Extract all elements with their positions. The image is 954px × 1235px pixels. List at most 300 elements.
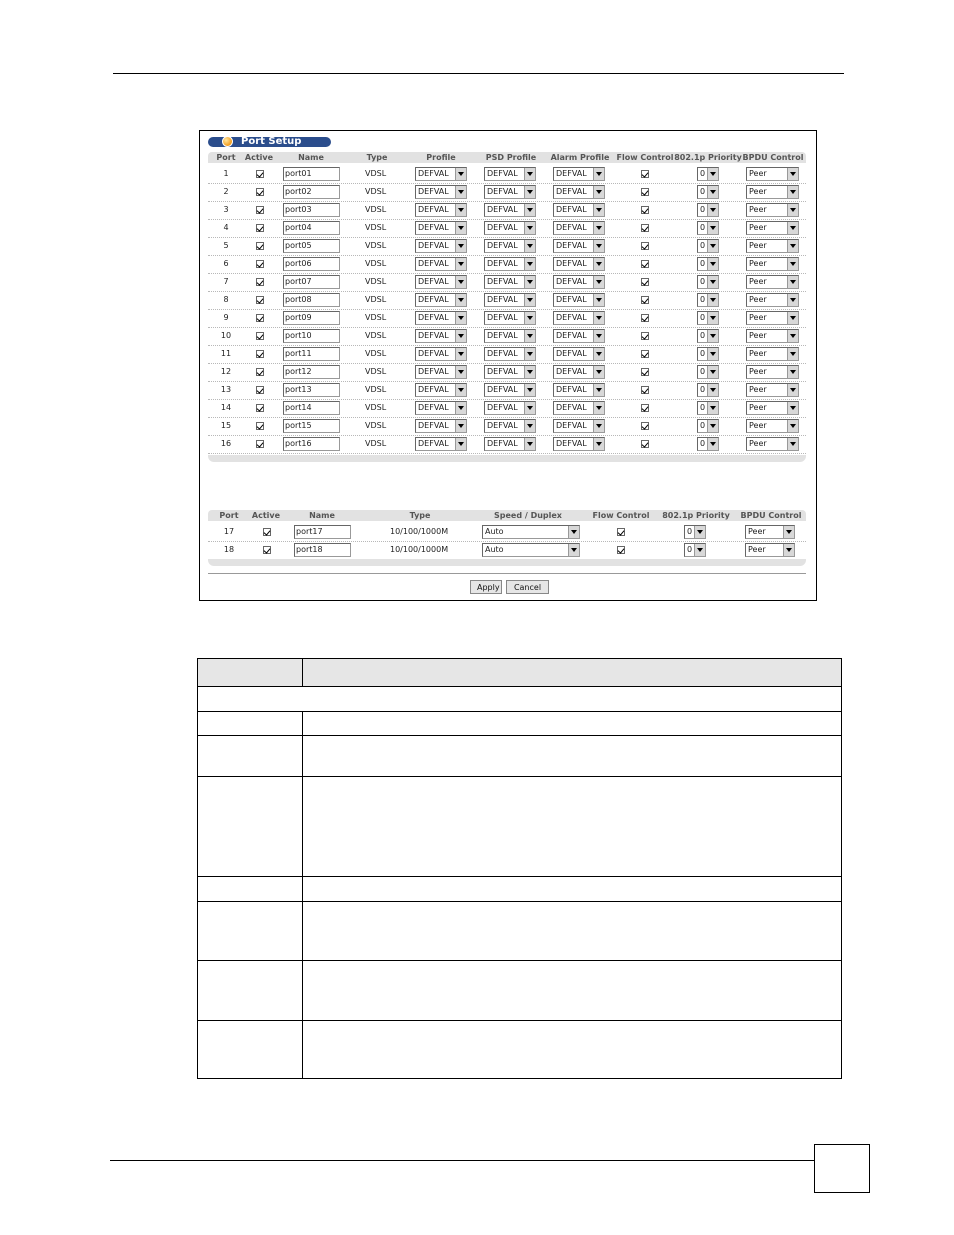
port-type: VDSL (365, 223, 387, 232)
dropdown-arrow-icon (524, 366, 535, 378)
priority-select[interactable] (697, 185, 719, 199)
alarm-profile-select-value: DEFVAL (556, 367, 587, 376)
bpdu-control-select[interactable] (746, 383, 799, 397)
dropdown-arrow-icon (524, 384, 535, 396)
profile-select[interactable] (415, 203, 467, 217)
priority-select-value: 0 (700, 367, 706, 376)
column-header-priority: 802.1p Priority (674, 153, 742, 162)
speed-duplex-select[interactable] (482, 543, 580, 557)
active-checkbox[interactable] (256, 440, 264, 448)
psd-profile-select-value: DEFVAL (487, 277, 518, 286)
port-type: VDSL (365, 241, 387, 250)
dropdown-arrow-icon (787, 330, 798, 342)
alarm-profile-select[interactable] (553, 401, 605, 415)
dropdown-arrow-icon (707, 366, 718, 378)
alarm-profile-select-value: DEFVAL (556, 187, 587, 196)
flow-control-checkbox[interactable] (641, 278, 649, 286)
speed-duplex-select-value: Auto (485, 545, 504, 554)
port-name-input[interactable]: port04 (283, 221, 340, 235)
psd-profile-select[interactable] (484, 221, 536, 235)
profile-select-value: DEFVAL (418, 205, 449, 214)
profile-select[interactable] (415, 239, 467, 253)
dropdown-arrow-icon (455, 312, 466, 324)
bpdu-control-select-value: Peer (749, 295, 767, 304)
flow-control-checkbox[interactable] (641, 314, 649, 322)
port-name-input[interactable]: port17 (294, 525, 351, 539)
priority-select[interactable] (697, 401, 719, 415)
bpdu-control-select[interactable] (746, 365, 799, 379)
alarm-profile-select[interactable] (553, 383, 605, 397)
priority-select-value: 0 (700, 169, 706, 178)
bpdu-control-select[interactable] (746, 419, 799, 433)
dropdown-arrow-icon (455, 276, 466, 288)
profile-select[interactable] (415, 329, 467, 343)
bpdu-control-select[interactable] (746, 257, 799, 271)
table-row-divider (198, 776, 841, 777)
psd-profile-select[interactable] (484, 293, 536, 307)
dropdown-arrow-icon (455, 384, 466, 396)
flow-control-checkbox[interactable] (641, 296, 649, 304)
bpdu-control-select-value: Peer (749, 205, 767, 214)
port-type: 10/100/1000M (390, 527, 449, 536)
profile-select-value: DEFVAL (418, 439, 449, 448)
bpdu-control-select-value: Peer (749, 421, 767, 430)
psd-profile-select-value: DEFVAL (487, 439, 518, 448)
dropdown-arrow-icon (524, 438, 535, 450)
alarm-profile-select[interactable] (553, 347, 605, 361)
bpdu-control-select[interactable] (746, 401, 799, 415)
flow-control-checkbox[interactable] (641, 242, 649, 250)
psd-profile-select[interactable] (484, 365, 536, 379)
alarm-profile-select[interactable] (553, 185, 605, 199)
port-type: 10/100/1000M (390, 545, 449, 554)
active-checkbox[interactable] (256, 170, 264, 178)
priority-select[interactable] (697, 239, 719, 253)
dropdown-arrow-icon (707, 204, 718, 216)
column-divider (302, 711, 303, 1078)
dropdown-arrow-icon (524, 348, 535, 360)
flow-control-checkbox[interactable] (641, 332, 649, 340)
port-name-input[interactable]: port09 (283, 311, 340, 325)
row-divider (208, 237, 806, 238)
header-divider (302, 659, 303, 686)
flow-control-checkbox[interactable] (641, 404, 649, 412)
port-number: 7 (223, 277, 229, 286)
psd-profile-select-value: DEFVAL (487, 313, 518, 322)
row-divider (208, 453, 806, 454)
flow-control-checkbox[interactable] (617, 528, 625, 536)
flow-control-checkbox[interactable] (641, 170, 649, 178)
bpdu-control-select-value: Peer (749, 349, 767, 358)
priority-select-value: 0 (687, 545, 693, 554)
alarm-profile-select-value: DEFVAL (556, 241, 587, 250)
port-number: 10 (220, 331, 232, 340)
port-name-input[interactable]: port06 (283, 257, 340, 271)
active-checkbox[interactable] (256, 350, 264, 358)
port-type: VDSL (365, 277, 387, 286)
bpdu-control-select-value: Peer (749, 223, 767, 232)
port-name-input[interactable]: port16 (283, 437, 340, 451)
priority-select[interactable] (697, 257, 719, 271)
port-number: 17 (223, 527, 235, 536)
priority-select[interactable] (697, 221, 719, 235)
psd-profile-select-value: DEFVAL (487, 367, 518, 376)
flow-control-checkbox[interactable] (641, 440, 649, 448)
bpdu-control-select-value: Peer (748, 545, 766, 554)
port-number: 8 (223, 295, 229, 304)
field-description-table (197, 658, 842, 1079)
active-checkbox[interactable] (263, 546, 271, 554)
row-divider (208, 255, 806, 256)
dropdown-arrow-icon (707, 438, 718, 450)
priority-select-value: 0 (700, 439, 706, 448)
row-divider (208, 345, 806, 346)
flow-control-checkbox[interactable] (641, 224, 649, 232)
dropdown-arrow-icon (707, 348, 718, 360)
psd-profile-select-value: DEFVAL (487, 331, 518, 340)
port-name-input[interactable]: port01 (283, 167, 340, 181)
page-header-rule (113, 73, 844, 74)
profile-select[interactable] (415, 365, 467, 379)
alarm-profile-select-value: DEFVAL (556, 385, 587, 394)
active-checkbox[interactable] (256, 224, 264, 232)
bpdu-control-select-value: Peer (749, 331, 767, 340)
priority-select-value: 0 (700, 313, 706, 322)
port-type: VDSL (365, 169, 387, 178)
psd-profile-select[interactable] (484, 167, 536, 181)
dropdown-arrow-icon (524, 186, 535, 198)
row-divider (208, 201, 806, 202)
profile-select[interactable] (415, 167, 467, 181)
priority-select[interactable] (697, 167, 719, 181)
table-row-divider (198, 1020, 841, 1021)
alarm-profile-select-value: DEFVAL (556, 205, 587, 214)
column-header-name: Name (309, 511, 335, 520)
port-name-input[interactable]: port03 (283, 203, 340, 217)
port-number: 5 (223, 241, 229, 250)
port-name-input[interactable]: port15 (283, 419, 340, 433)
port-number: 14 (220, 403, 232, 412)
port-name-input[interactable]: port02 (283, 185, 340, 199)
column-header-bpdu-control: BPDU Control (742, 153, 804, 162)
orange-bullet-icon (222, 136, 233, 147)
active-checkbox[interactable] (256, 278, 264, 286)
port-setup-screen (199, 130, 817, 601)
dropdown-arrow-icon (787, 240, 798, 252)
alarm-profile-select-value: DEFVAL (556, 439, 587, 448)
priority-select-value: 0 (700, 349, 706, 358)
psd-profile-select[interactable] (484, 275, 536, 289)
profile-select-value: DEFVAL (418, 259, 449, 268)
alarm-profile-select-value: DEFVAL (556, 259, 587, 268)
row-divider (208, 381, 806, 382)
column-header-flow-control: Flow Control (616, 153, 674, 162)
table-row-divider (198, 901, 841, 902)
dropdown-arrow-icon (707, 276, 718, 288)
button-separator (208, 573, 806, 574)
active-checkbox[interactable] (263, 528, 271, 536)
dropdown-arrow-icon (524, 312, 535, 324)
speed-duplex-select[interactable] (482, 525, 580, 539)
dropdown-arrow-icon (568, 526, 579, 538)
bpdu-control-select[interactable] (746, 437, 799, 451)
dropdown-arrow-icon (787, 186, 798, 198)
dropdown-arrow-icon (787, 384, 798, 396)
profile-select-value: DEFVAL (418, 223, 449, 232)
bpdu-control-select[interactable] (746, 347, 799, 361)
column-header-flow-control: Flow Control (592, 511, 650, 520)
psd-profile-select[interactable] (484, 257, 536, 271)
priority-select-value: 0 (700, 223, 706, 232)
priority-select[interactable] (684, 543, 706, 557)
flow-control-checkbox[interactable] (641, 260, 649, 268)
priority-select[interactable] (684, 525, 706, 539)
profile-select[interactable] (415, 185, 467, 199)
bpdu-control-select-value: Peer (749, 313, 767, 322)
psd-profile-select-value: DEFVAL (487, 385, 518, 394)
active-checkbox[interactable] (256, 422, 264, 430)
dropdown-arrow-icon (787, 294, 798, 306)
alarm-profile-select[interactable] (553, 275, 605, 289)
alarm-profile-select-value: DEFVAL (556, 223, 587, 232)
active-checkbox[interactable] (256, 314, 264, 322)
priority-select[interactable] (697, 347, 719, 361)
alarm-profile-select[interactable] (553, 167, 605, 181)
row-divider (208, 219, 806, 220)
psd-profile-select[interactable] (484, 419, 536, 433)
psd-profile-select[interactable] (484, 185, 536, 199)
profile-select[interactable] (415, 257, 467, 271)
dropdown-arrow-icon (707, 186, 718, 198)
port-name-input[interactable]: port14 (283, 401, 340, 415)
port-type: VDSL (365, 439, 387, 448)
port-type: VDSL (365, 349, 387, 358)
dropdown-arrow-icon (455, 258, 466, 270)
dropdown-arrow-icon (455, 294, 466, 306)
active-checkbox[interactable] (256, 242, 264, 250)
alarm-profile-select[interactable] (553, 329, 605, 343)
port-name-input[interactable]: port05 (283, 239, 340, 253)
dropdown-arrow-icon (593, 384, 604, 396)
cancel-button[interactable]: Cancel (506, 580, 549, 594)
profile-select[interactable] (415, 383, 467, 397)
dropdown-arrow-icon (455, 186, 466, 198)
column-header-bpdu-control: BPDU Control (740, 511, 802, 520)
alarm-profile-select[interactable] (553, 365, 605, 379)
dropdown-arrow-icon (455, 348, 466, 360)
priority-select-value: 0 (700, 205, 706, 214)
bpdu-control-select[interactable] (746, 221, 799, 235)
alarm-profile-select[interactable] (553, 293, 605, 307)
dropdown-arrow-icon (455, 222, 466, 234)
port-number: 16 (220, 439, 232, 448)
flow-control-checkbox[interactable] (641, 350, 649, 358)
port-name-input[interactable]: port10 (283, 329, 340, 343)
dropdown-arrow-icon (787, 312, 798, 324)
profile-select-value: DEFVAL (418, 421, 449, 430)
psd-profile-select[interactable] (484, 347, 536, 361)
dropdown-arrow-icon (593, 168, 604, 180)
profile-select-value: DEFVAL (418, 331, 449, 340)
alarm-profile-select[interactable] (553, 221, 605, 235)
port-number: 9 (223, 313, 229, 322)
profile-select-value: DEFVAL (418, 187, 449, 196)
profile-select[interactable] (415, 347, 467, 361)
alarm-profile-select[interactable] (553, 419, 605, 433)
dropdown-arrow-icon (593, 438, 604, 450)
active-checkbox[interactable] (256, 206, 264, 214)
column-header-port: Port (219, 511, 239, 520)
priority-select-value: 0 (700, 259, 706, 268)
flow-control-checkbox[interactable] (641, 188, 649, 196)
priority-select[interactable] (697, 329, 719, 343)
row-divider (208, 273, 806, 274)
speed-duplex-select-value: Auto (485, 527, 504, 536)
psd-profile-select-value: DEFVAL (487, 259, 518, 268)
alarm-profile-select[interactable] (553, 311, 605, 325)
flow-control-checkbox[interactable] (641, 368, 649, 376)
dropdown-arrow-icon (593, 402, 604, 414)
row-divider (208, 309, 806, 310)
alarm-profile-select-value: DEFVAL (556, 313, 587, 322)
psd-profile-select-value: DEFVAL (487, 403, 518, 412)
priority-select[interactable] (697, 419, 719, 433)
dropdown-arrow-icon (787, 366, 798, 378)
dropdown-arrow-icon (593, 420, 604, 432)
priority-select[interactable] (697, 365, 719, 379)
bpdu-control-select-value: Peer (749, 259, 767, 268)
flow-control-checkbox[interactable] (641, 206, 649, 214)
priority-select[interactable] (697, 437, 719, 451)
flow-control-checkbox[interactable] (641, 422, 649, 430)
port-name-input[interactable]: port13 (283, 383, 340, 397)
dropdown-arrow-icon (707, 402, 718, 414)
active-checkbox[interactable] (256, 188, 264, 196)
psd-profile-select[interactable] (484, 383, 536, 397)
bpdu-control-select[interactable] (746, 203, 799, 217)
dropdown-arrow-icon (787, 222, 798, 234)
bpdu-control-select[interactable] (745, 543, 795, 557)
psd-profile-select[interactable] (484, 437, 536, 451)
port-type: VDSL (365, 331, 387, 340)
profile-select[interactable] (415, 419, 467, 433)
psd-profile-select[interactable] (484, 203, 536, 217)
port-number: 12 (220, 367, 232, 376)
flow-control-checkbox[interactable] (641, 386, 649, 394)
row-divider (208, 327, 806, 328)
bpdu-control-select[interactable] (746, 275, 799, 289)
dropdown-arrow-icon (455, 330, 466, 342)
bpdu-control-select[interactable] (746, 329, 799, 343)
priority-select-value: 0 (700, 277, 706, 286)
port-name-input[interactable]: port08 (283, 293, 340, 307)
dropdown-arrow-icon (707, 222, 718, 234)
dropdown-arrow-icon (524, 294, 535, 306)
profile-select[interactable] (415, 401, 467, 415)
priority-select[interactable] (697, 203, 719, 217)
active-checkbox[interactable] (256, 260, 264, 268)
dropdown-arrow-icon (694, 526, 705, 538)
port-name-input[interactable]: port11 (283, 347, 340, 361)
alarm-profile-select[interactable] (553, 257, 605, 271)
active-checkbox[interactable] (256, 332, 264, 340)
profile-select[interactable] (415, 437, 467, 451)
bpdu-control-select-value: Peer (749, 277, 767, 286)
bpdu-control-select-value: Peer (749, 241, 767, 250)
profile-select[interactable] (415, 221, 467, 235)
psd-profile-select[interactable] (484, 401, 536, 415)
description-table-header (198, 659, 841, 687)
dropdown-arrow-icon (707, 240, 718, 252)
port-name-input[interactable]: port07 (283, 275, 340, 289)
bpdu-control-select-value: Peer (749, 403, 767, 412)
alarm-profile-select[interactable] (553, 203, 605, 217)
active-checkbox[interactable] (256, 386, 264, 394)
dropdown-arrow-icon (707, 312, 718, 324)
bpdu-control-select[interactable] (746, 293, 799, 307)
flow-control-checkbox[interactable] (617, 546, 625, 554)
port-name-input[interactable]: port12 (283, 365, 340, 379)
priority-select-value: 0 (700, 187, 706, 196)
priority-select[interactable] (697, 383, 719, 397)
port-type: VDSL (365, 421, 387, 430)
dropdown-arrow-icon (707, 384, 718, 396)
psd-profile-select-value: DEFVAL (487, 169, 518, 178)
bpdu-control-select[interactable] (746, 239, 799, 253)
row-divider (208, 399, 806, 400)
profile-select-value: DEFVAL (418, 277, 449, 286)
active-checkbox[interactable] (256, 368, 264, 376)
bpdu-control-select[interactable] (745, 525, 795, 539)
dropdown-arrow-icon (524, 330, 535, 342)
psd-profile-select[interactable] (484, 311, 536, 325)
profile-select[interactable] (415, 311, 467, 325)
dropdown-arrow-icon (593, 312, 604, 324)
priority-select-value: 0 (700, 403, 706, 412)
column-header-profile: Profile (426, 153, 456, 162)
priority-select[interactable] (697, 275, 719, 289)
bpdu-control-select[interactable] (746, 311, 799, 325)
dropdown-arrow-icon (787, 258, 798, 270)
priority-select[interactable] (697, 311, 719, 325)
profile-select[interactable] (415, 293, 467, 307)
priority-select[interactable] (697, 293, 719, 307)
priority-select-value: 0 (700, 295, 706, 304)
dropdown-arrow-icon (455, 240, 466, 252)
profile-select[interactable] (415, 275, 467, 289)
dropdown-arrow-icon (593, 366, 604, 378)
dropdown-arrow-icon (593, 258, 604, 270)
bpdu-control-select-value: Peer (749, 385, 767, 394)
column-header-active: Active (244, 153, 274, 162)
active-checkbox[interactable] (256, 404, 264, 412)
psd-profile-select[interactable] (484, 239, 536, 253)
column-header-priority: 802.1p Priority (662, 511, 730, 520)
apply-button[interactable]: Apply (470, 580, 502, 594)
dropdown-arrow-icon (524, 168, 535, 180)
bpdu-control-select[interactable] (746, 167, 799, 181)
port-type: VDSL (365, 403, 387, 412)
bpdu-control-select[interactable] (746, 185, 799, 199)
alarm-profile-select[interactable] (553, 239, 605, 253)
bpdu-control-select-value: Peer (749, 367, 767, 376)
psd-profile-select[interactable] (484, 329, 536, 343)
alarm-profile-select[interactable] (553, 437, 605, 451)
active-checkbox[interactable] (256, 296, 264, 304)
port-name-input[interactable]: port18 (294, 543, 351, 557)
dropdown-arrow-icon (694, 544, 705, 556)
table-row-divider (198, 711, 841, 712)
